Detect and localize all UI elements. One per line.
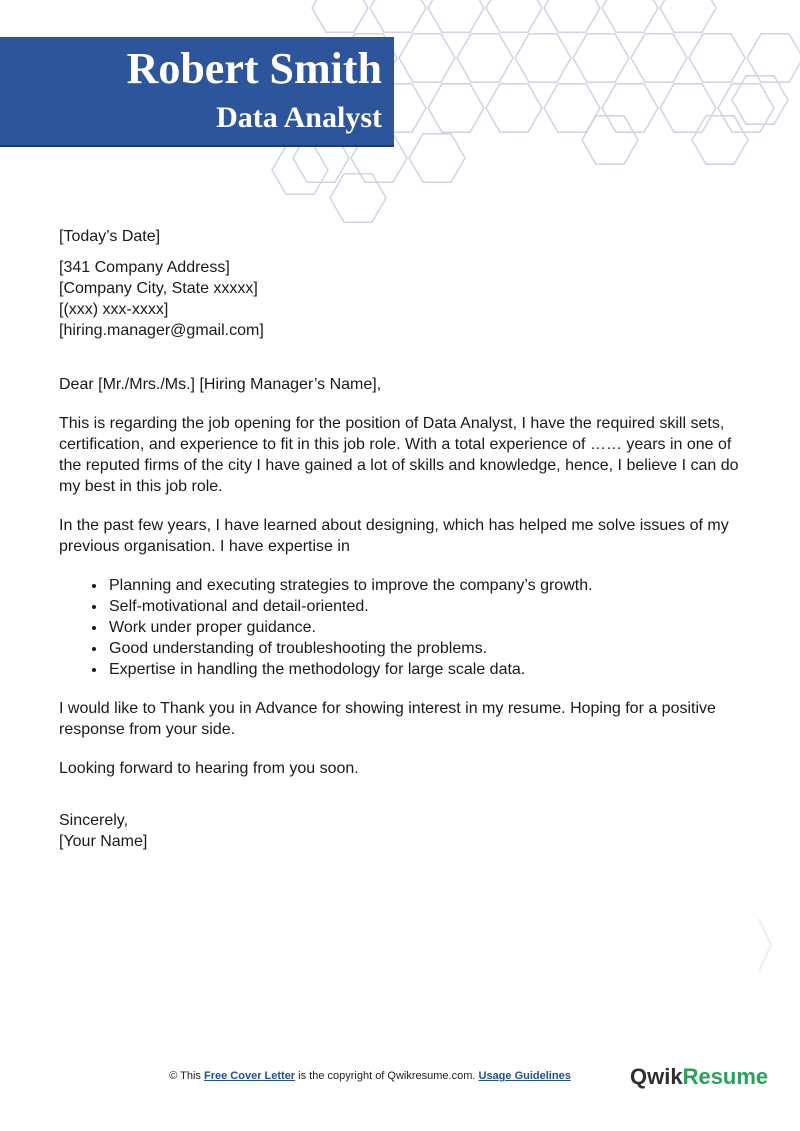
expertise-list [59, 575, 749, 680]
letter-date: [Today’s Date] [59, 228, 161, 245]
hexagon-shape [312, 0, 368, 32]
footer-middle: is the copyright of Qwikresume.com. [295, 1070, 479, 1082]
hexagon-shape [515, 34, 571, 82]
hexagon-shape [544, 84, 600, 132]
list-item: • Good understanding of troubleshooting the problems. [107, 638, 749, 659]
hexagon-shape [428, 0, 484, 32]
header-banner [0, 37, 394, 147]
free-cover-letter-link[interactable]: Free Cover Letter [204, 1070, 296, 1082]
recipient-address [59, 257, 749, 341]
list-item: • Self-motivational and detail-oriented. [107, 596, 749, 617]
hexagon-shape [544, 0, 600, 32]
usage-guidelines-link[interactable]: Usage Guidelines [478, 1070, 571, 1082]
footer-prefix: © This [169, 1070, 204, 1082]
logo-part-resume: Resume [682, 1064, 769, 1089]
signature-name: [Your Name] [59, 833, 148, 850]
hexagon-shape [428, 84, 484, 132]
paragraph-intro: This is regarding the job opening for the position of Data Analyst, I have the required skill sets, certification, and experience to fit in this job role. With a total experience of …… years in one of the reputed firms of the city I have gained a lot of skills and knowledge, hence, I believe I can do my best in this job role. [59, 415, 739, 495]
hexagon-shape [330, 174, 386, 222]
hexagon-shape [370, 0, 426, 32]
hexagon-shape [272, 146, 328, 194]
hexagon-shape [660, 0, 716, 32]
hexagon-shape [718, 84, 774, 132]
hexagon-shape [631, 34, 687, 82]
job-title: Data Analyst [216, 101, 382, 134]
salutation: Dear [Mr./Mrs./Ms.] [Hiring Manager’s Name], [59, 376, 382, 393]
hexagon-shape [602, 0, 658, 32]
hexagon-shape [582, 116, 638, 164]
hexagon-shape [486, 84, 542, 132]
paragraph-thanks: I would like to Thank you in Advance for showing interest in my resume. Hoping for a positive response from your side. [59, 700, 716, 738]
hexagon-shape [602, 84, 658, 132]
applicant-name: Robert Smith [126, 44, 382, 93]
hexagon-shape [409, 134, 465, 182]
hexagon-shape [399, 34, 455, 82]
hexagon-shape [457, 34, 513, 82]
logo-part-qwik: Qwik [630, 1064, 683, 1089]
hexagon-shape [486, 0, 542, 32]
paragraph-closing-remark: Looking forward to hearing from you soon. [59, 760, 359, 777]
hexagon-shape [747, 34, 800, 82]
hexagon-shape [573, 34, 629, 82]
hexagon-shape [732, 76, 788, 124]
chevron-right-icon [755, 915, 775, 975]
hexagon-shape [692, 116, 748, 164]
list-item: • Work under proper guidance. [107, 617, 749, 638]
address-line: [(xxx) xxx-xxxx] [59, 301, 169, 318]
hexagon-shape [689, 34, 745, 82]
hexagon-shape [660, 84, 716, 132]
list-item: • Expertise in handling the methodology for large scale data. [107, 659, 749, 680]
letter-body [59, 226, 749, 852]
closing: Sincerely, [59, 812, 129, 829]
list-item: • Planning and executing strategies to improve the company’s growth. [107, 575, 749, 596]
footer-copyright [0, 1070, 740, 1082]
address-line: [Company City, State xxxxx] [59, 280, 258, 297]
address-line: [341 Company Address] [59, 259, 230, 276]
paragraph-expertise: In the past few years, I have learned about designing, which has helped me solve issues of my previous organisation. I have expertise in [59, 517, 729, 555]
address-line: [hiring.manager@gmail.com] [59, 322, 264, 339]
qwikresume-logo [630, 1064, 768, 1090]
